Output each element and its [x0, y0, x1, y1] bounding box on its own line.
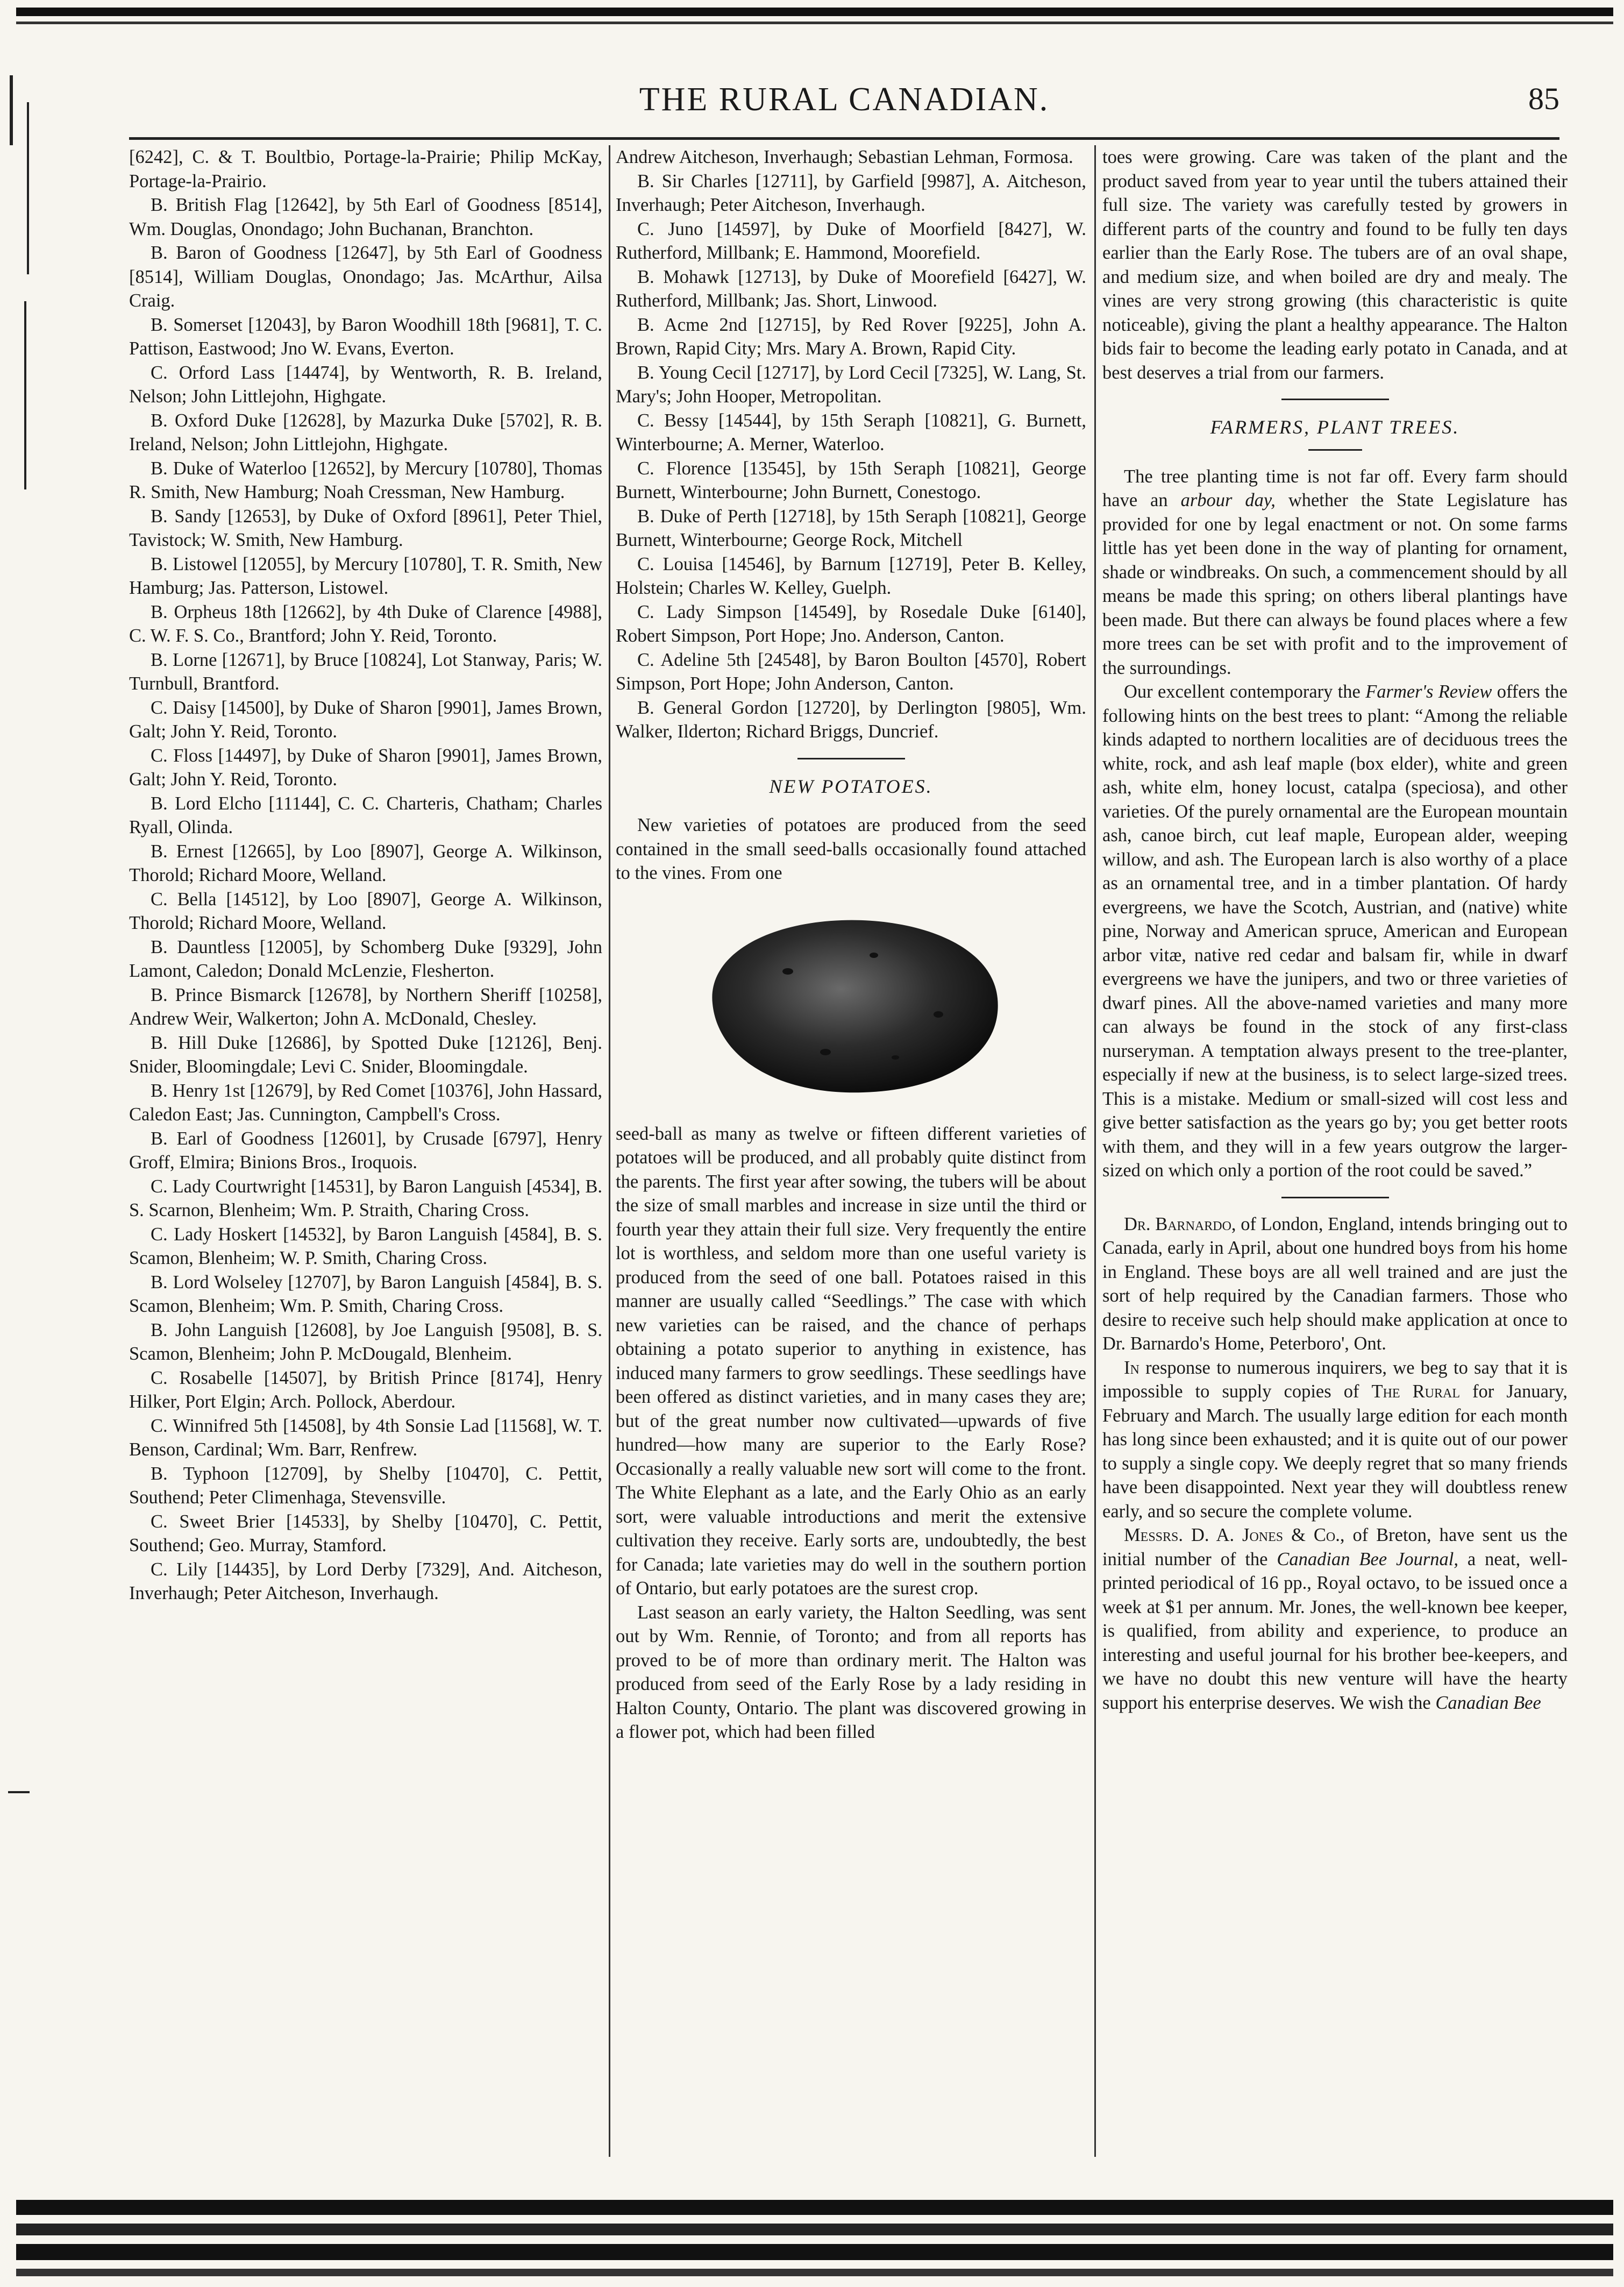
- trees-text: whether the State Legislature has provided for one by legal enactment or not. On some farms little has yet been done in the way of planting for ornament, shade or windbreaks. On such, a commencement should by all means be made this spring; on others liberal plantings have been made. But there can always be found places where a few more trees can be set with profit and to the improvement of the surroundings.: [1102, 490, 1568, 678]
- entry-paragraph: B. Sandy [12653], by Duke of Oxford [8961], Peter Thiel, Tavistock; W. Smith, New Hamburg.: [129, 506, 602, 550]
- entry-paragraph: C. Lady Hoskert [14532], by Baron Languish [4584], B. S. Scamon, Blenheim; W. P. Smith, Charing Cross.: [129, 1224, 602, 1268]
- entry-paragraph: B. Listowel [12055], by Mercury [10780], T. R. Smith, New Hamburg; Jas. Patterson, Listowel.: [129, 553, 602, 598]
- article-paragraph: Last season an early variety, the Halton Seedling, was sent out by Wm. Rennie, of Toronto; and from all reports has proved to be of more than ordinary merit. The Halton was produced from seed of the Early Rose by a lady residing in Halton County, Ontario. The plant was discovered growing in a flower pot, which had been filled: [616, 1602, 1086, 1742]
- article-paragraph: [1102, 1523, 1568, 1715]
- bottom-rule: [16, 2200, 1613, 2215]
- entry-paragraph: B. Sir Charles [12711], by Garfield [9987], A. Aitcheson, Inverhaugh; Peter Aitcheson, Inverhaugh.: [616, 171, 1086, 215]
- entry-paragraph: C. Lady Courtwright [14531], by Baron Languish [4534], B. S. Scarnon, Blenheim; Wm. P. Straith, Charing Cross.: [129, 1176, 602, 1220]
- entry-paragraph: B. Henry 1st [12679], by Red Comet [10376], John Hassard, Caledon East; Jas. Cunnington, Campbell's Cross.: [129, 1080, 602, 1125]
- bottom-rule: [16, 2224, 1613, 2235]
- response-text: for January, February and March. The usually large edition for each month has long since been exhausted; and it is quite out of our power to supply a single copy. We deeply regret that so many friends have been disappointed. Next year they will doubtless renew early, and so secure the complete volume.: [1102, 1381, 1568, 1522]
- entry-paragraph: B. Prince Bismarck [12678], by Northern Sheriff [10258], Andrew Weir, Walkerton; John A. McDonald, Chesley.: [129, 984, 602, 1029]
- bottom-border-band: [16, 2200, 1613, 2281]
- entry-paragraph: B. Lorne [12671], by Bruce [10824], Lot Stanway, Paris; W. Turnbull, Brantford.: [129, 649, 602, 694]
- entry-paragraph: B. Baron of Goodness [12647], by 5th Earl of Goodness [8514], William Douglas, Onondago; Jas. McArthur, Ailsa Craig.: [129, 243, 602, 311]
- entry-paragraph: C. Louisa [14546], by Barnum [12719], Peter B. Kelley, Holstein; Charles W. Kelley, Guelph.: [616, 553, 1086, 598]
- entry-paragraph: C. Orford Lass [14474], by Wentworth, R. B. Ireland, Nelson; John Littlejohn, Highgate.: [129, 362, 602, 407]
- entry-paragraph: B. Duke of Waterloo [12652], by Mercury [10780], Thomas R. Smith, New Hamburg; Noah Cressman, New Hamburg.: [129, 458, 602, 502]
- potato-illustration: [616, 891, 1086, 1117]
- arbour-day-emphasis: arbour day,: [1180, 490, 1276, 510]
- trees-text: The tree planting time is not far off. Every farm should have an: [1102, 466, 1568, 510]
- rural-title: The Rural: [1371, 1381, 1460, 1402]
- entry-paragraph: C. Winnifred 5th [14508], by 4th Sonsie Lad [11568], W. T. Benson, Cardinal; Wm. Barr, Renfrew.: [129, 1415, 602, 1460]
- entry-paragraph: B. Mohawk [12713], by Duke of Moorefield [6427], W. Rutherford, Millbank; Jas. Short, Linwood.: [616, 266, 1086, 311]
- entry-paragraph: C. Daisy [14500], by Duke of Sharon [9901], James Brown, Galt; John Y. Reid, Toronto.: [129, 697, 602, 742]
- entry-paragraph: B. Hill Duke [12686], by Spotted Duke [12126], Benj. Snider, Bloomingdale; Levi C. Snider, Bloomingdale.: [129, 1032, 602, 1077]
- entry-paragraph: B. Dauntless [12005], by Schomberg Duke [9329], John Lamont, Caledon; Donald McLenzie, Flesherton.: [129, 936, 602, 981]
- bottom-rule: [16, 2244, 1613, 2260]
- entry-paragraph: B. John Languish [12608], by Joe Languish [9508], B. S. Scamon, Blenheim; John P. McDougald, Blenheim.: [129, 1319, 602, 1364]
- margin-mark: [24, 301, 26, 489]
- entry-paragraph: B. General Gordon [12720], by Derlington [9805], Wm. Walker, Ilderton; Richard Briggs, Duncrief.: [616, 697, 1086, 742]
- entry-paragraph: B. Young Cecil [12717], by Lord Cecil [7325], W. Lang, St. Mary's; John Hooper, Metropolitan.: [616, 362, 1086, 407]
- column-2: [616, 145, 1086, 2157]
- entry-paragraph: C. Bella [14512], by Loo [8907], George A. Wilkinson, Thorold; Richard Moore, Welland.: [129, 889, 602, 933]
- review-text: Our excellent contemporary the: [1124, 681, 1361, 702]
- article-paragraph: [1102, 680, 1568, 1183]
- entry-paragraph: [6242], C. & T. Boultbio, Portage-la-Prairie; Philip McKay, Portage-la-Prairio.: [129, 147, 602, 191]
- entry-paragraph: C. Bessy [14544], by 15th Seraph [10821], G. Burnett, Winterbourne; A. Merner, Waterloo.: [616, 410, 1086, 454]
- margin-mark: [27, 102, 29, 274]
- jones-text: of Breton, have sent us the initial number of the: [1102, 1525, 1568, 1569]
- column-1: [129, 145, 602, 2157]
- bee-journal-title: Canadian Bee Journal,: [1277, 1549, 1458, 1569]
- entry-paragraph: C. Juno [14597], by Duke of Moorfield [8427], W. Rutherford, Millbank; E. Hammond, Moorefield.: [616, 218, 1086, 263]
- entry-paragraph: C. Floss [14497], by Duke of Sharon [9901], James Brown, Galt; John Y. Reid, Toronto.: [129, 745, 602, 790]
- barnardo-text: of London, England, intends bringing out to Canada, early in April, about one hundred boys from his home in England. These boys are all well trained and are just the sort of help required by the Canadian farmers. Those who desire to receive such help should make application at once to Dr. Barnardo's Home, Peterboro', Ont.: [1102, 1213, 1568, 1354]
- entry-paragraph: B. British Flag [12642], by 5th Earl of Goodness [8514], Wm. Douglas, Onondago; John Buchanan, Branchton.: [129, 195, 602, 239]
- entry-paragraph: B. Lord Wolseley [12707], by Baron Languish [4584], B. S. Scamon, Blenheim; Wm. P. Smith, Charing Cross.: [129, 1272, 602, 1316]
- article-paragraph: [1102, 1212, 1568, 1356]
- masthead-title: THE RURAL CANADIAN.: [639, 81, 1050, 118]
- header-rule: [129, 137, 1559, 140]
- margin-mark: [8, 1791, 30, 1793]
- article-paragraph: [1102, 465, 1568, 680]
- article-paragraph: seed-ball as many as twelve or fifteen different varieties of potatoes will be produced, and all probably quite distinct from the parents. The first year after sowing, the tubers will be about the size of small marbles and increase in size until the third or fourth year they attain their full size. Very frequently the entire lot is worthless, and seldom more than one useful variety is produced from the seed of one ball. Potatoes raised in this manner are usually called “Seedlings.” The case with which new varieties can be raised, and the chance of perhaps obtaining a potato superior to anything in existence, has induced many farmers to grow seedlings. These seedlings have been offered as distinct varieties, and in many cases they are; but of the great number now cultivated—upwards of five hundred—how many are superior to the Early Rose? Occasionally a really valuable new sort will come to the front. The White Elephant as a late, and the Early Ohio as an early sort, were valuable introductions and merit the extensive cultivation they receive. Early sorts are, undoubtedly, the best for Canada; late varieties may do well in the southern portion of Ontario, but early potatoes are the surest crop.: [616, 1123, 1086, 1599]
- entry-paragraph: B. Lord Elcho [11144], C. C. Charteris, Chatham; Charles Ryall, Olinda.: [129, 793, 602, 837]
- column-divider: [609, 145, 610, 2157]
- top-border-rule-thin: [16, 22, 1613, 24]
- entry-paragraph: B. Ernest [12665], by Loo [8907], George A. Wilkinson, Thorold; Richard Moore, Welland.: [129, 841, 602, 885]
- entry-paragraph: B. Somerset [12043], by Baron Woodhill 18th [9681], T. C. Pattison, Eastwood; Jno W. Evans, Everton.: [129, 314, 602, 359]
- jones-text: a neat, well-printed periodical of 16 pp., Royal octavo, to be issued once a week at $1 per annum. Mr. Jones, the well-known bee keeper, is qualified, from ability and experience, to produce an interesting and useful journal for his brother bee-keepers, and we have no doubt this new venture will have the hearty support his enterprise deserves. We wish the: [1102, 1549, 1568, 1713]
- article-paragraph: toes were growing. Care was taken of the plant and the product saved from year to year until the tubers attained their full size. The variety was carefully tested by growers in different parts of the country and found to be fully ten days earlier than the Early Rose. The tubers are of an oval shape, and medium size, and when boiled are dry and mealy. The vines are very strong growing (this characteristic is quite noticeable), giving the plant a healthy appearance. The Halton bids fair to become the leading early potato in Canada, and at best deserves a trial from our farmers.: [1102, 147, 1568, 383]
- entry-paragraph: C. Florence [13545], by 15th Seraph [10821], George Burnett, Winterbourne; John Burnett, Conestogo.: [616, 458, 1086, 502]
- article-paragraph: New varieties of potatoes are produced from the seed contained in the small seed-balls occasionally found attached to the vines. From one: [616, 815, 1086, 883]
- entry-paragraph: Andrew Aitcheson, Inverhaugh; Sebastian Lehman, Formosa.: [616, 147, 1073, 167]
- article-paragraph: [1102, 1356, 1568, 1524]
- entry-paragraph: B. Duke of Perth [12718], by 15th Seraph [10821], George Burnett, Winterbourne; George Rock, Mitchell: [616, 506, 1086, 550]
- section-heading-plant-trees: FARMERS, PLANT TREES.: [1210, 416, 1460, 438]
- bottom-rule: [16, 2269, 1613, 2276]
- section-rule: [1281, 1197, 1389, 1198]
- response-text: response to numerous inquirers, we beg to say that it is impossible to supply copies of: [1102, 1357, 1568, 1402]
- column-divider: [1094, 145, 1096, 2157]
- barnardo-name: Dr. Barnardo,: [1124, 1213, 1236, 1234]
- entry-paragraph: B. Typhoon [12709], by Shelby [10470], C. Pettit, Southend; Peter Climenhaga, Stevensville.: [129, 1463, 602, 1508]
- entry-paragraph: B. Orpheus 18th [12662], by 4th Duke of Clarence [4988], C. W. F. S. Co., Brantford; John Y. Reid, Toronto.: [129, 601, 602, 646]
- potato-icon: [648, 891, 1057, 1117]
- page-number: 85: [1528, 81, 1559, 116]
- bee-journal-title: Canadian Bee: [1435, 1692, 1541, 1713]
- page-header: [129, 81, 1559, 129]
- section-heading-new-potatoes: NEW POTATOES.: [769, 775, 933, 797]
- entry-paragraph: C. Lily [14435], by Lord Derby [7329], And. Aitcheson, Inverhaugh; Peter Aitcheson, Inverhaugh.: [129, 1559, 602, 1603]
- entry-paragraph: C. Rosabelle [14507], by British Prince [8174], Henry Hilker, Port Elgin; Arch. Pollock, Aberdour.: [129, 1367, 602, 1412]
- margin-mark: [10, 75, 13, 145]
- section-rule-short: [1308, 449, 1362, 451]
- section-rule: [797, 758, 905, 759]
- review-text: offers the following hints on the best trees to plant: “Among the reliable kinds adapted to northern localities are of deciduous trees the white, rock, and ash leaf maple (box elder), white and green ash, white elm, honey locust, catalpa (speciosa), and other varieties. Of the purely ornamental are the European mountain ash, canoe birch, cut leaf maple, European alder, weeping willow, and ash. The European larch is also worthy of a place as an ornamental tree, and in a timber plantation. Of hardy evergreens, we have the Scotch, Austrian, and (native) white pine, Norway and American spruce, American and European arbor vitæ, native red cedar and balsam fir, while in dwarf evergreens we have the junipers, and two or three varieties of dwarf pines. All the above-named varieties and many more can always be found in the stock of any first-class nurseryman. A temptation always present to the tree-planter, especially if new at the business, is to select large-sized trees. This is a mistake. Medium or small-sized will cost less and give better satisfaction as the years go by; you get better roots with them, and they will in a few years outgrow the larger-sized on which only a portion of the root could be saved.”: [1102, 681, 1568, 1181]
- column-3: [1102, 145, 1568, 2157]
- response-lead: In: [1124, 1357, 1139, 1378]
- entry-paragraph: C. Adeline 5th [24548], by Baron Boulton [4570], Robert Simpson, Port Hope; John Anderson, Canton.: [616, 649, 1086, 694]
- section-rule: [1281, 399, 1389, 400]
- entry-paragraph: B. Acme 2nd [12715], by Red Rover [9225], John A. Brown, Rapid City; Mrs. Mary A. Brown, Rapid City.: [616, 314, 1086, 359]
- entry-paragraph: B. Earl of Goodness [12601], by Crusade [6797], Henry Groff, Elmira; Binions Bros., Iroquois.: [129, 1128, 602, 1173]
- entry-paragraph: C. Sweet Brier [14533], by Shelby [10470], C. Pettit, Southend; Geo. Murray, Stamford.: [129, 1511, 602, 1556]
- entry-paragraph: C. Lady Simpson [14549], by Rosedale Duke [6140], Robert Simpson, Port Hope; Jno. Anderson, Canton.: [616, 601, 1086, 646]
- entry-paragraph: B. Oxford Duke [12628], by Mazurka Duke [5702], R. B. Ireland, Nelson; John Littlejohn, Highgate.: [129, 410, 602, 454]
- review-title: Farmer's Review: [1365, 681, 1492, 702]
- jones-name: Messrs. D. A. Jones & Co.,: [1124, 1525, 1345, 1545]
- top-border-rule: [16, 8, 1613, 16]
